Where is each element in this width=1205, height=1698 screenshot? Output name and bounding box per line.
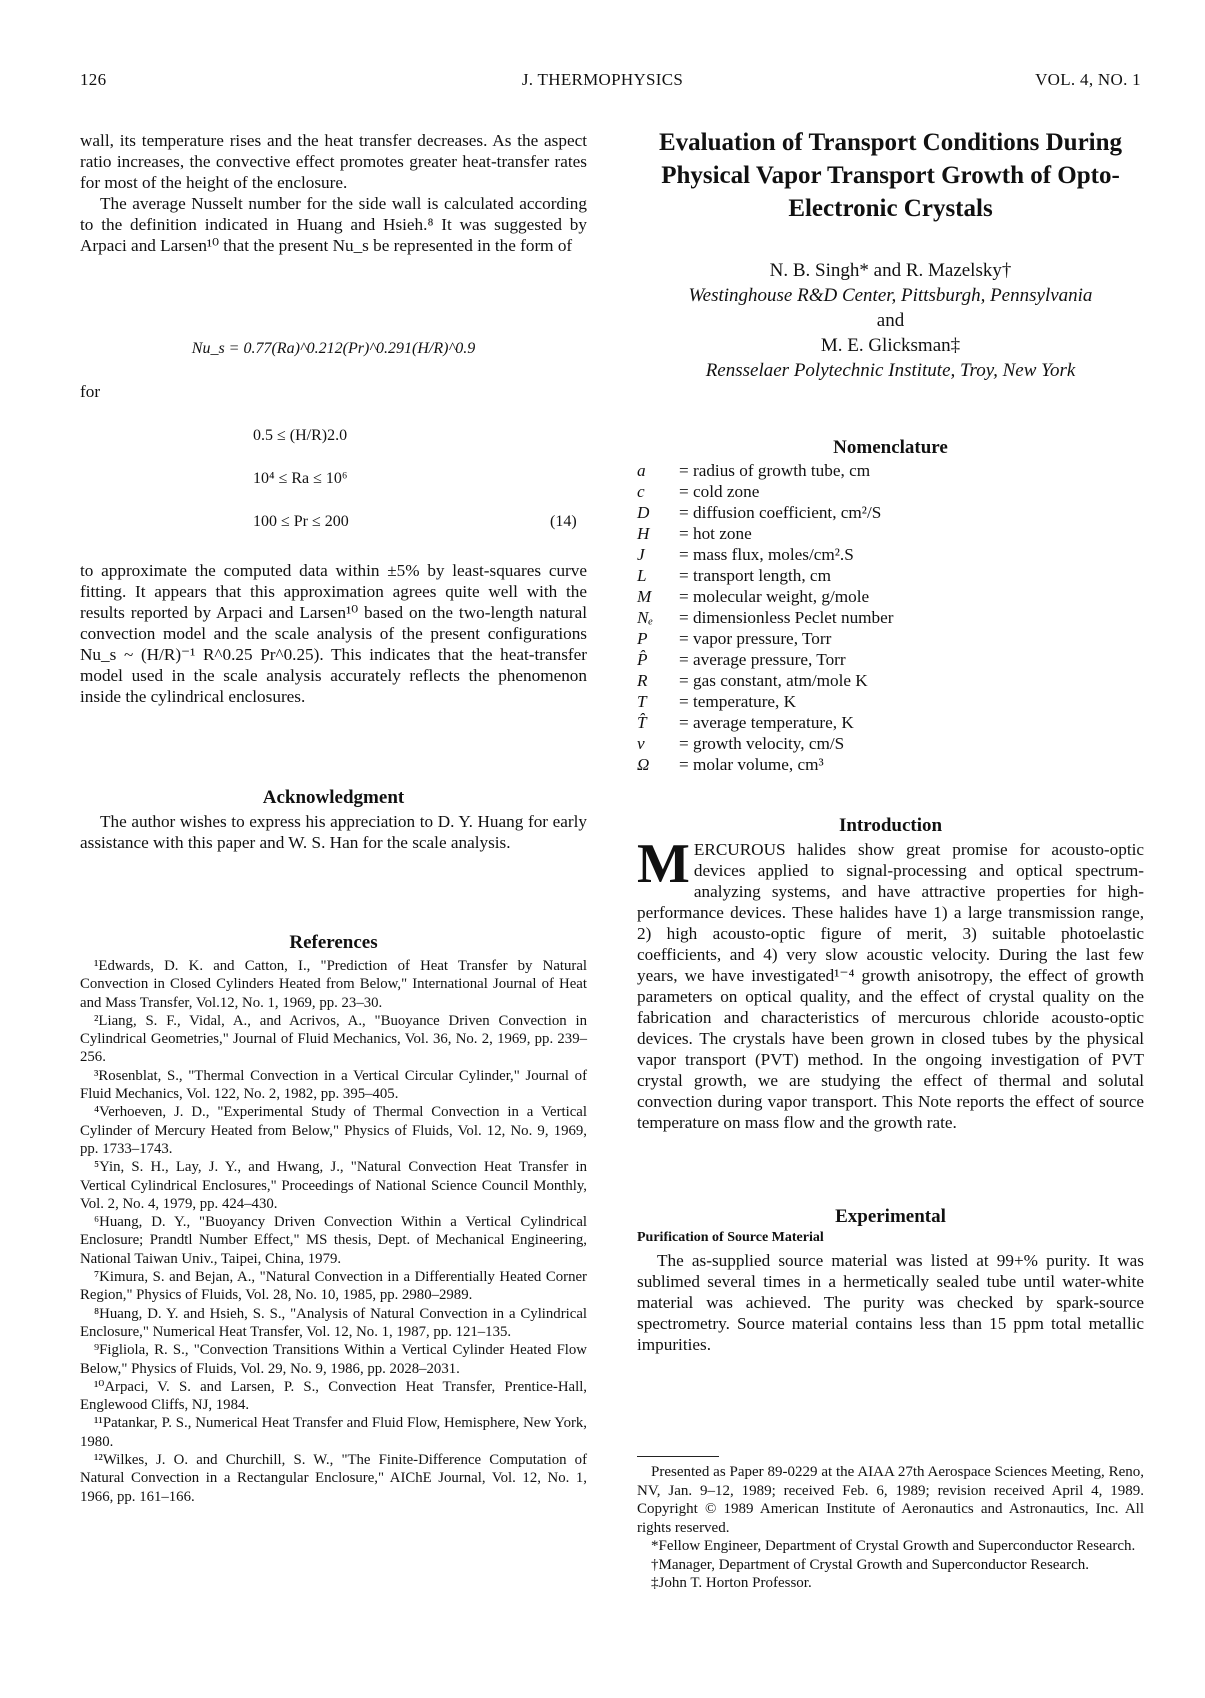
nom-definition: = molecular weight, g/mole xyxy=(679,587,870,606)
nomenclature-row xyxy=(637,565,1144,586)
nom-symbol: L xyxy=(637,566,647,585)
reference-item: ⁸Huang, D. Y. and Hsieh, S. S., "Analysis of Natural Convection in a Cylindrical Enclosure," Numerical Heat Transfer, Vol. 12, No. 1, 1987, pp. 121–135. xyxy=(80,1305,587,1340)
left-column-top xyxy=(80,130,587,256)
authors-line-1: N. B. Singh* and R. Mazelsky† xyxy=(769,260,1012,281)
nom-definition: = cold zone xyxy=(679,482,760,501)
nom-definition: = mass flux, moles/cm².S xyxy=(679,545,854,564)
reference-item: ¹²Wilkes, J. O. and Churchill, S. W., "The Finite-Difference Computation of Natural Convection in a Rectangular Enclosure," AIChE Journal, Vol. 12, No. 1, 1966, pp. 161–166. xyxy=(80,1452,587,1505)
references-heading: References xyxy=(289,932,378,953)
footnotes xyxy=(637,1456,1144,1593)
introduction-section xyxy=(637,815,1144,1133)
affiliation-2: Rensselaer Polytechnic Institute, Troy, New York xyxy=(705,360,1076,381)
nom-symbol: H xyxy=(637,524,650,543)
nomenclature-row xyxy=(637,544,1144,565)
left-para-2: The average Nusselt number for the side wall is calculated according to the definition indicated in Huang and Hsieh.⁸ It was suggested by Arpaci and Larsen¹⁰ that the present Nu_s be represented in the form of xyxy=(80,194,587,255)
nom-definition: = molar volume, cm³ xyxy=(679,755,824,774)
nomenclature-row xyxy=(637,607,1144,628)
reference-item: ¹⁰Arpaci, V. S. and Larsen, P. S., Convection Heat Transfer, Prentice-Hall, Englewood Cliffs, NJ, 1984. xyxy=(80,1378,587,1414)
nom-definition: = average pressure, Torr xyxy=(679,650,846,669)
left-para-3-block xyxy=(80,560,587,707)
nom-definition: = vapor pressure, Torr xyxy=(679,629,832,648)
nomenclature-row xyxy=(637,733,1144,754)
nom-symbol: Nₑ xyxy=(637,608,653,627)
nomenclature-row xyxy=(637,586,1144,607)
nom-definition: = average temperature, K xyxy=(679,713,854,732)
nomenclature-row xyxy=(637,691,1144,712)
reference-item: ⁴Verhoeven, J. D., "Experimental Study of Thermal Convection in a Vertical Cylinder of Mercury Heated from Below," Physics of Fluids, Vol. 12, No. 9, 1969, pp. 1733–1743. xyxy=(80,1104,587,1157)
drop-cap: M xyxy=(637,833,690,895)
volume-label: VOL. 4, NO. 1 xyxy=(1035,70,1141,89)
nomenclature-heading: Nomenclature xyxy=(833,437,948,458)
reference-item: ⁶Huang, D. Y., "Buoyancy Driven Convection Within a Vertical Cylindrical Enclosure; Prandtl Number Effect," MS thesis, Dept. of Mechanical Engineering, National Taiwan Univ., Taipei, China, 1979. xyxy=(80,1214,587,1267)
nom-symbol: Ω xyxy=(637,755,650,774)
experimental-heading: Experimental xyxy=(835,1206,946,1227)
nomenclature-row xyxy=(637,502,1144,523)
nomenclature-row xyxy=(637,628,1144,649)
acknowledgment-heading: Acknowledgment xyxy=(262,787,405,808)
footnote-item: †Manager, Department of Crystal Growth and Superconductor Research. xyxy=(651,1556,1090,1573)
condition-1: 0.5 ≤ (H/R)2.0 xyxy=(253,427,348,444)
reference-item: ⁷Kimura, S. and Bejan, A., "Natural Convection in a Differentially Heated Corner Region," Physics of Fluids, Vol. 28, No. 10, 1985, pp. 2980–2989. xyxy=(80,1269,587,1304)
experimental-section xyxy=(637,1206,1144,1355)
left-para-1: wall, its temperature rises and the heat transfer decreases. As the aspect ratio increases, the convective effect promotes greater heat-transfer rates for most of the height of the enclosure. xyxy=(80,131,587,192)
nomenclature-row xyxy=(637,649,1144,670)
nom-symbol: P xyxy=(637,629,648,648)
condition-2: 10⁴ ≤ Ra ≤ 10⁶ xyxy=(253,470,348,487)
reference-item: ³Rosenblat, S., "Thermal Convection in a Vertical Circular Cylinder," Journal of Fluid Mechanics, Vol. 122, No. 2, 1982, pp. 395–405. xyxy=(80,1067,587,1103)
references-list xyxy=(80,957,587,1506)
author-block xyxy=(637,258,1144,383)
references-section xyxy=(80,932,587,1506)
nom-symbol: v xyxy=(637,734,645,753)
acknowledgment-text: The author wishes to express his appreciation to D. Y. Huang for early assistance with this paper and W. S. Han for the scale analysis. xyxy=(80,812,587,852)
nom-symbol: T xyxy=(637,692,647,711)
acknowledgment-section xyxy=(80,787,587,853)
reference-item: ²Liang, S. F., Vidal, A., and Acrivos, A., "Buoyance Driven Convection in Cylindrical Geometries," Journal of Fluid Mechanics, Vol. 36, No. 2, 1969, pp. 239–256. xyxy=(80,1012,587,1066)
nom-symbol: D xyxy=(637,503,650,522)
nom-symbol: a xyxy=(637,461,646,480)
nomenclature-row xyxy=(637,460,1144,481)
nom-definition: = radius of growth tube, cm xyxy=(679,461,871,480)
nusselt-equation: Nu_s = 0.77(Ra)^0.212(Pr)^0.291(H/R)^0.9 xyxy=(191,340,476,357)
nom-symbol: T̂ xyxy=(637,713,647,732)
reference-item: ¹Edwards, D. K. and Catton, I., "Prediction of Heat Transfer by Natural Convection in Closed Cylinders Heated from Below," International Journal of Heat and Mass Transfer, Vol.12, No. 1, 1969, pp. 23–30. xyxy=(80,958,587,1011)
for-label: for xyxy=(80,382,101,401)
and-label: and xyxy=(876,310,905,331)
equation-number: (14) xyxy=(550,513,577,530)
nomenclature-row xyxy=(637,481,1144,502)
nom-definition: = dimensionless Peclet number xyxy=(679,608,894,627)
nom-symbol: J xyxy=(637,545,645,564)
nomenclature-row xyxy=(637,670,1144,691)
article-title: Evaluation of Transport Conditions During Physical Vapor Transport Growth of Opto-Electronic Crystals xyxy=(658,129,1123,222)
left-para-3: to approximate the computed data within ±5% by least-squares curve fitting. It appears that this approximation agrees quite well with the results reported by Arpaci and Larsen¹⁰ based on the two-length natural convection model and the scale analysis of the present configurations Nu_s ~ (H/R)⁻¹ R^0.25 Pr^0.25). This indicates that the heat-transfer model used in the scale analysis accurately reflects the phenomenon inside the cylindrical enclosures. xyxy=(80,561,587,706)
introduction-heading: Introduction xyxy=(838,815,943,836)
experimental-text: The as-supplied source material was listed at 99+% purity. It was sublimed several times in a hermetically sealed tube until water-white material was achieved. The purity was checked by spark-source spectrometry. Source material contains less than 15 ppm total metallic impurities. xyxy=(637,1251,1144,1354)
nomenclature-section xyxy=(637,437,1144,775)
nom-symbol: c xyxy=(637,482,645,501)
reference-item: ⁵Yin, S. H., Lay, J. Y., and Hwang, J., "Natural Convection Heat Transfer in Vertical Cylindrical Enclosures," Proceedings of National Science Council Monthly, Vol. 2, No. 4, 1979, pp. 424–430. xyxy=(80,1159,587,1212)
condition-3: 100 ≤ Pr ≤ 200 xyxy=(253,513,349,530)
nom-definition: = growth velocity, cm/S xyxy=(679,734,845,753)
reference-item: ¹¹Patankar, P. S., Numerical Heat Transfer and Fluid Flow, Hemisphere, New York, 1980. xyxy=(80,1415,587,1450)
page-number: 126 xyxy=(80,70,107,89)
experimental-subheading: Purification of Source Material xyxy=(637,1230,824,1245)
footnote-rule xyxy=(637,1456,719,1457)
footnote-item: ‡John T. Horton Professor. xyxy=(651,1575,812,1591)
reference-item: ⁹Figliola, R. S., "Convection Transitions Within a Vertical Cylinder Heated Flow Below," Physics of Fluids, Vol. 29, No. 9, 1986, pp. 2028–2031. xyxy=(80,1342,587,1377)
nomenclature-row xyxy=(637,754,1144,775)
footnote-item: Presented as Paper 89-0229 at the AIAA 27th Aerospace Sciences Meeting, Reno, NV, Jan. 9–12, 1989; received Feb. 6, 1989; revision received April 4, 1989. Copyright © 1989 American Institute of Aeronautics and Astronautics, Inc. All rights reserved. xyxy=(637,1464,1144,1536)
nom-definition: = hot zone xyxy=(679,524,752,543)
nomenclature-row xyxy=(637,712,1144,733)
nom-definition: = gas constant, atm/mole K xyxy=(679,671,868,690)
nomenclature-row xyxy=(637,523,1144,544)
journal-name: J. THERMOPHYSICS xyxy=(521,70,684,89)
authors-line-2: M. E. Glicksman‡ xyxy=(820,335,961,356)
introduction-text: ERCUROUS halides show great promise for acousto-optic devices applied to signal-processing and optical spectrum-analyzing systems, and have attractive properties for high-performance devices. These halides have 1) a large transmission range, 2) high acousto-optic figure of merit, 3) suitable photoelastic coefficients, and 4) very slow acoustic velocity. During the last few years, we have investigated¹⁻⁴ growth anisotropy, the effect of growth parameters on optical quality, and the effect of crystal quality on the fabrication and characteristics of mercurous chloride acousto-optic devices. The crystals have been grown in closed tubes by the physical vapor transport (PVT) method. In the ongoing investigation of PVT crystal growth, we are studying the effect of thermal and solutal convection during vapor transport. This Note reports the effect of source temperature on mass flow and the growth rate. xyxy=(637,840,1144,1132)
footnote-item: *Fellow Engineer, Department of Crystal Growth and Superconductor Research. xyxy=(651,1538,1136,1554)
nom-definition: = diffusion coefficient, cm²/S xyxy=(679,503,882,522)
nom-symbol: M xyxy=(637,587,652,606)
nom-definition: = temperature, K xyxy=(679,692,797,711)
affiliation-1: Westinghouse R&D Center, Pittsburgh, Pennsylvania xyxy=(688,285,1093,306)
nom-symbol: R xyxy=(637,671,648,690)
nom-symbol: P̂ xyxy=(637,650,648,669)
nom-definition: = transport length, cm xyxy=(679,566,831,585)
